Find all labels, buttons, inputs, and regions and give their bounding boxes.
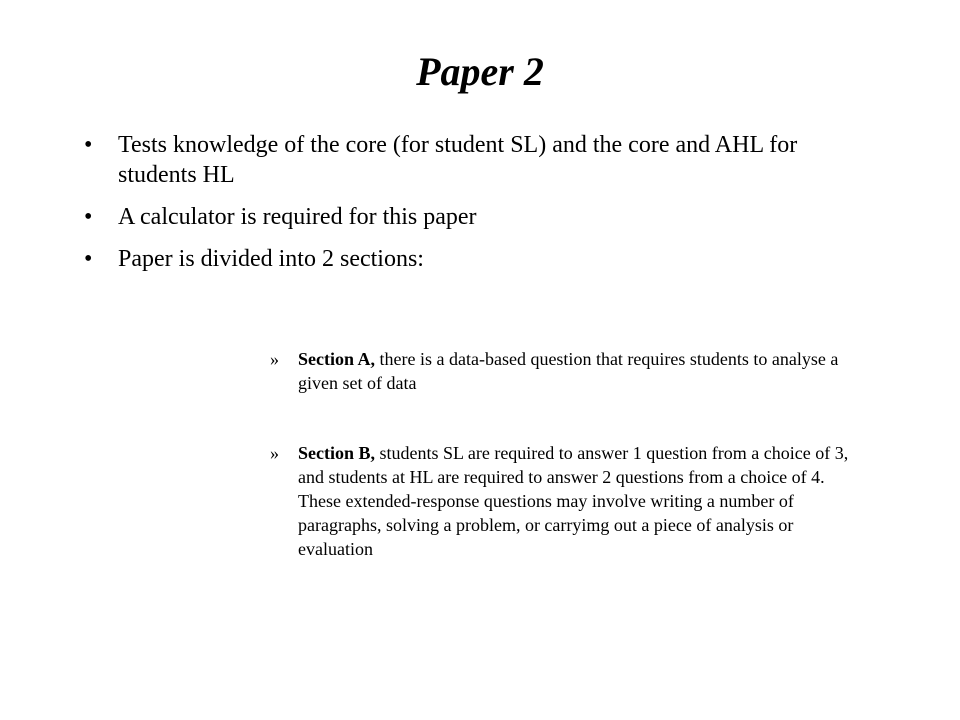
sub-bullet-lead: Section B, xyxy=(298,443,376,463)
bullet-list xyxy=(80,130,880,286)
sub-marker-icon: » xyxy=(270,443,279,463)
bullet-item xyxy=(80,202,880,232)
sub-marker-icon: » xyxy=(270,349,279,369)
slide-title: Paper 2 xyxy=(416,49,544,94)
bullet-marker-icon: • xyxy=(84,204,93,230)
sub-bullet-item-section-b xyxy=(270,441,870,561)
sub-bullet-list xyxy=(270,347,870,607)
bullet-text: Tests knowledge of the core (for student SL) and the core and AHL for students HL xyxy=(118,132,798,188)
bullet-marker-icon: • xyxy=(84,132,93,158)
sub-bullet-text: there is a data-based question that requires students to analyse a given set of data xyxy=(298,349,839,393)
sub-bullet-lead: Section A, xyxy=(298,349,376,369)
bullet-item xyxy=(80,130,880,190)
sub-bullet-item-section-a xyxy=(270,347,870,395)
bullet-text: A calculator is required for this paper xyxy=(118,204,477,230)
bullet-item xyxy=(80,244,880,274)
bullet-marker-icon: • xyxy=(84,246,93,272)
sub-bullet-text: students SL are required to answer 1 question from a choice of 3, and students at HL are required to answer 2 questions from a choice of 4. These extended-response questions may involve writing a number of paragraphs, solving a problem, or carryimg out a piece of analysis or evaluation xyxy=(298,443,849,559)
bullet-text: Paper is divided into 2 sections: xyxy=(118,246,424,272)
